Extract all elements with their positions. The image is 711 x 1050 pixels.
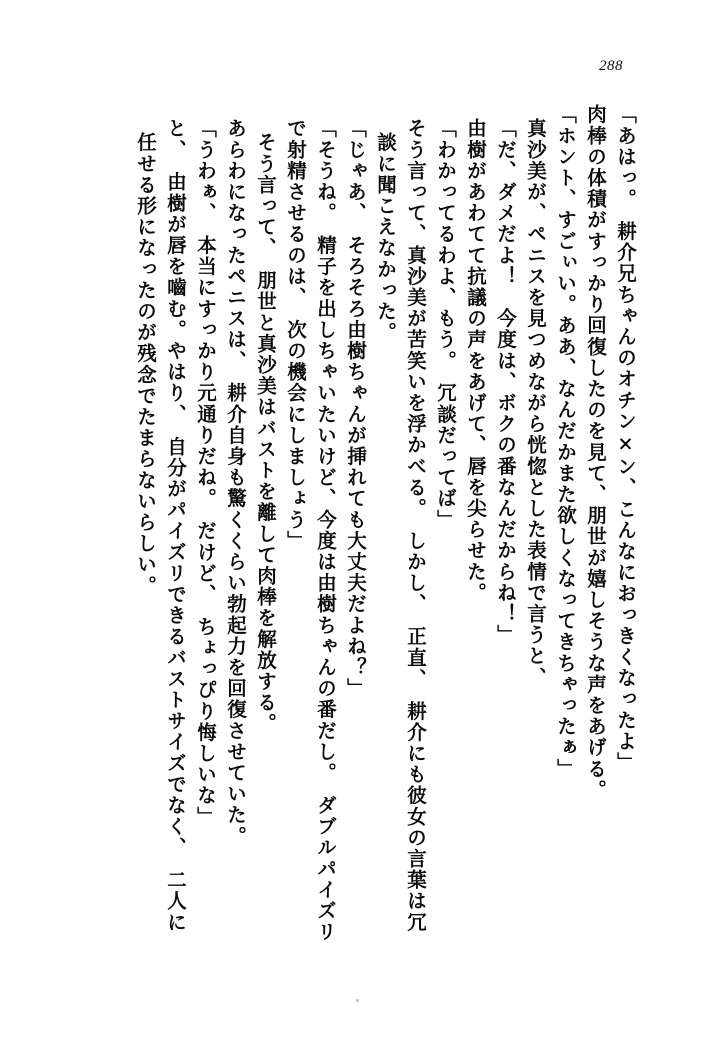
text-line: 「じゃあ、 そろそろ由樹ちゃんが挿れても大丈夫だよね？」 xyxy=(344,118,367,700)
text-line: あらわになったペニスは、 耕介自身も驚くくらい勃起力を回復させていた。 xyxy=(224,118,247,847)
vertical-text-body xyxy=(64,104,635,984)
text-line: 肉棒の体積がすっかり回復したのを見て、朋世が嬉しそうな声をあげる。 xyxy=(584,104,607,801)
text-line: 「だ、ダメだよ！ 今度は、ボクの番なんだからね！」 xyxy=(494,118,517,646)
text-line: 由樹があわてて抗議の声をあげて、唇を尖らせた。 xyxy=(464,118,487,604)
text-line: 「わかってるわよ、もう。 冗談だってば」 xyxy=(434,118,457,531)
text-line: で射精させるのは、 次の機会にしましょう」 xyxy=(284,118,307,552)
text-line: と、 由樹が唇を嚙む。やはり、 自分がパイズリできるバストサイズでなく、 二人に xyxy=(164,118,187,933)
text-line: 真沙美が、ペニスを見つめながら恍惚とした表情で言うと、 xyxy=(524,118,547,688)
text-line: 「そうね。 精子を出しちゃいたいけど、今度は由樹ちゃんの番だし。 ダブルパイズリ xyxy=(314,118,337,943)
text-line: そう言って、真沙美が苦笑いを浮かべる。 しかし、 正直、 耕介にも彼女の言葉は冗 xyxy=(404,118,427,933)
text-line: 談に聞こえなかった。 xyxy=(374,132,397,343)
text-line: そう言って、 朋世と真沙美はバストを離して肉棒を解放する。 xyxy=(254,132,277,735)
text-line: 「うわぁ、 本当にすっかり元通りだね。 だけど、 ちょっぴり悔しいな」 xyxy=(194,118,217,828)
text-line: 任せる形になったのが残念でたまらないらしい。 xyxy=(134,132,157,597)
page-number: 288 xyxy=(599,58,623,74)
text-line: 「あはっ。 耕介兄ちゃんのオチン×ン、こんなにおっきくなったよ」 xyxy=(614,104,637,773)
page-footer-mark xyxy=(356,999,359,1002)
text-line: 「ホント、すごぃい。ああ、なんだかまた欲しくなってきちゃったぁ」 xyxy=(554,104,577,780)
